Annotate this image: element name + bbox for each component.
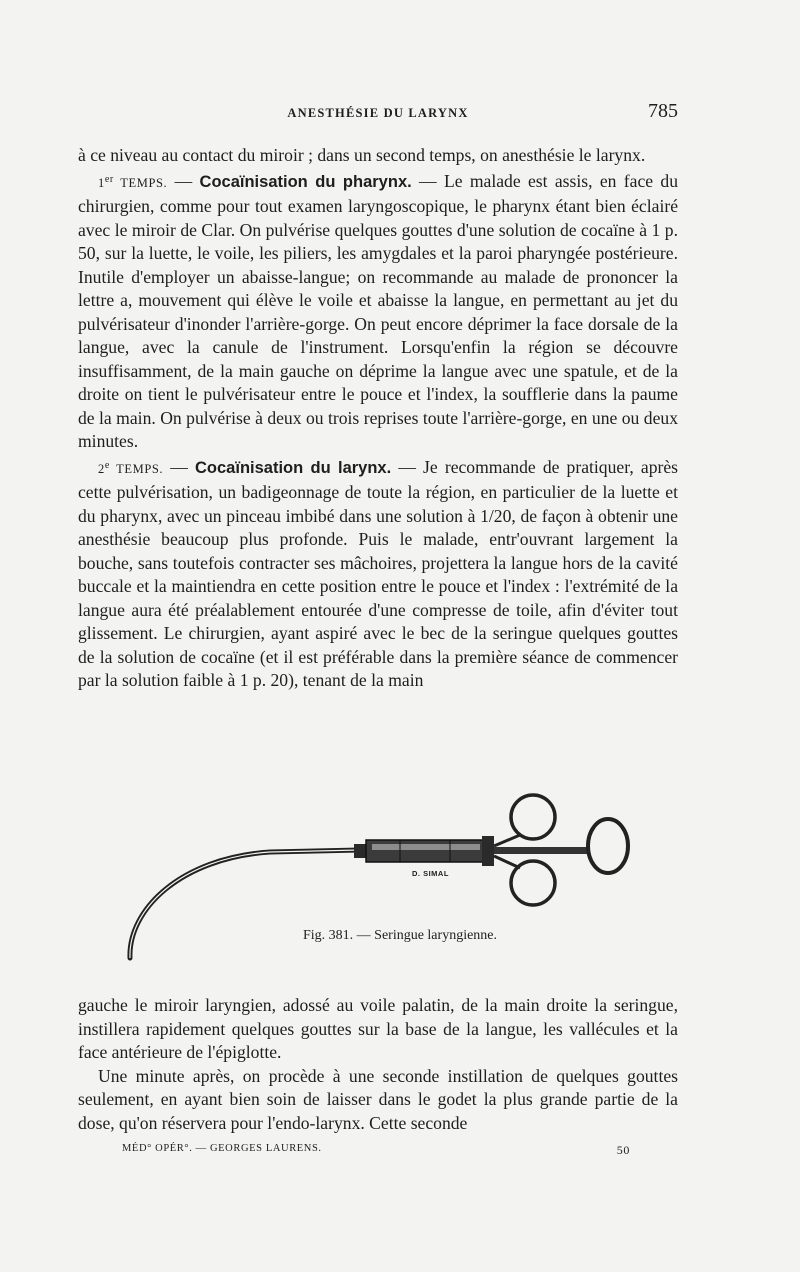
text-block-top <box>78 144 678 693</box>
running-head <box>78 100 678 130</box>
step-1-title: Cocaïnisation du pharynx. <box>199 172 412 191</box>
page-footer <box>122 1143 662 1163</box>
paragraph-step-1: 1er TEMPS. — Cocaïnisation du pharynx. — Le malade est assis, en face du chirurgien, comme pour tout examen laryngoscopique, le pharynx étant bien éclairé avec le miroir de Clar. On pulvérise quelques gouttes d'une solution de cocaïne à 1 p. 50, sur la luette, le voile, les piliers, les amygdales et la paroi pharyngée postérieure. Inutile d'employer un abaisse-langue; on recommande au malade de prononcer la lettre a, mouvement qui élève le voile et abaisse la langue, en permettant au jet du pulvérisateur d'inonder l'arrière-gorge. On peut encore déprimer la face dorsale de la langue, avec la canule de l'instrument. Lorsqu'enfin la région se découvre insuffisamment, de la main gauche on déprime la langue avec une spatule, et de la droite on tient le pulvérisateur entre le pouce et l'index, la soufflerie dans la paume de la main. On pulvérise à deux ou trois reprises toute l'arrière-gorge, en une ou deux minutes. <box>78 170 678 452</box>
step-1-label: 1er TEMPS. <box>98 173 168 190</box>
syringe-figure <box>110 780 650 980</box>
running-title: ANESTHÉSIE DU LARYNX <box>287 106 469 120</box>
step-2-title: Cocaïnisation du larynx. <box>195 458 392 477</box>
step-2-text: Je recommande de pratiquer, après cette pulvérisation, un badigeonnage de toute la région, en particulier de la luette et du pharynx, avec un pinceau imbibé dans une solution à 1/20, de façon à obtenir une anesthésie beaucoup plus profonde. Puis le malade, entr'ouvrant largement la bouche, sans toutefois contracter ses mâchoires, projettera la langue hors de la cavité buccale et la maintiendra en cette position entre le pouce et l'index : l'extrémité de la langue aura été préalablement entourée d'une compresse de toile, afin d'éviter tout glissement. Le chirurgien, ayant aspiré avec le bec de la seringue quelques gouttes de la solution de cocaïne (et il est préférable dans la première séance de commencer par la solution faible à 1 p. 20), tenant de la main <box>78 456 679 691</box>
figure-number: Fig. 381. <box>302 928 354 943</box>
figure-caption-text: — Seringue laryngienne. <box>356 928 498 943</box>
paragraph-continuation: gauche le miroir laryngien, adossé au voile palatin, de la main droite la seringue, instillera rapidement quelques gouttes sur la base de la langue, les vallécules et la face antérieure de l'épiglotte. <box>78 995 678 1062</box>
engraver-signature: D. SIMAL <box>412 869 449 878</box>
paragraph-intro: à ce niveau au contact du miroir ; dans un second temps, on anesthésie le larynx. <box>78 145 646 165</box>
paragraph-step-2: 2e TEMPS. — Cocaïnisation du larynx. — Je recommande de pratiquer, après cette pulvérisation, un badigeonnage de toute la région, en particulier de la luette et du pharynx, avec un pinceau imbibé dans une solution à 1/20, de façon à obtenir une anesthésie beaucoup plus profonde. Puis le malade, entr'ouvrant largement la bouche, sans toutefois contracter ses mâchoires, projettera la langue hors de la cavité buccale et la maintiendra en cette position entre le pouce et l'index : l'extrémité de la langue aura été préalablement entourée d'une compresse de toile, afin d'éviter tout glissement. Le chirurgien, ayant aspiré avec le bec de la seringue quelques gouttes de la solution de cocaïne (et il est préférable dans la première séance de commencer par la solution faible à 1 p. 20), tenant de la main <box>78 456 679 691</box>
step-2-label: 2e TEMPS. <box>98 459 164 476</box>
signature-number: 50 <box>616 1143 630 1157</box>
step-1-text: Le malade est assis, en face du chirurgien, comme pour tout examen laryngoscopique, le pharynx étant bien éclairé avec le miroir de Clar. On pulvérise quelques gouttes d'une solution de cocaïne à 1 p. 50, sur la luette, le voile, les piliers, les amygdales et la paroi pharyngée postérieure. Inutile d'employer un abaisse-langue; on recommande au malade de prononcer la lettre a, mouvement qui élève le voile et abaisse la langue, en permettant au jet du pulvérisateur d'inonder l'arrière-gorge. On peut encore déprimer la face dorsale de la langue, avec la canule de l'instrument. Lorsqu'enfin la région se découvre insuffisamment, de la main gauche on déprime la langue avec une spatule, et de la droite on tient le pulvérisateur entre le pouce et l'index, la soufflerie dans la paume de la main. On pulvérise à deux ou trois reprises toute l'arrière-gorge, en une ou deux minutes. <box>78 170 678 452</box>
page-number: 785 <box>648 100 678 122</box>
paragraph-second-instillation: Une minute après, on procède à une seconde instillation de quelques gouttes seulement, en ayant bien soin de laisser dans le godet la plus grande partie de la dose, qu'on réservera pour l'endo-larynx. Cette seconde <box>78 1065 678 1133</box>
signature-mark: MÉD° OPÉR°. — GEORGES LAURENS. <box>122 1143 322 1154</box>
figure-caption <box>0 928 800 944</box>
text-block-bottom <box>78 994 678 1135</box>
laryngeal-syringe-illustration <box>110 780 650 980</box>
